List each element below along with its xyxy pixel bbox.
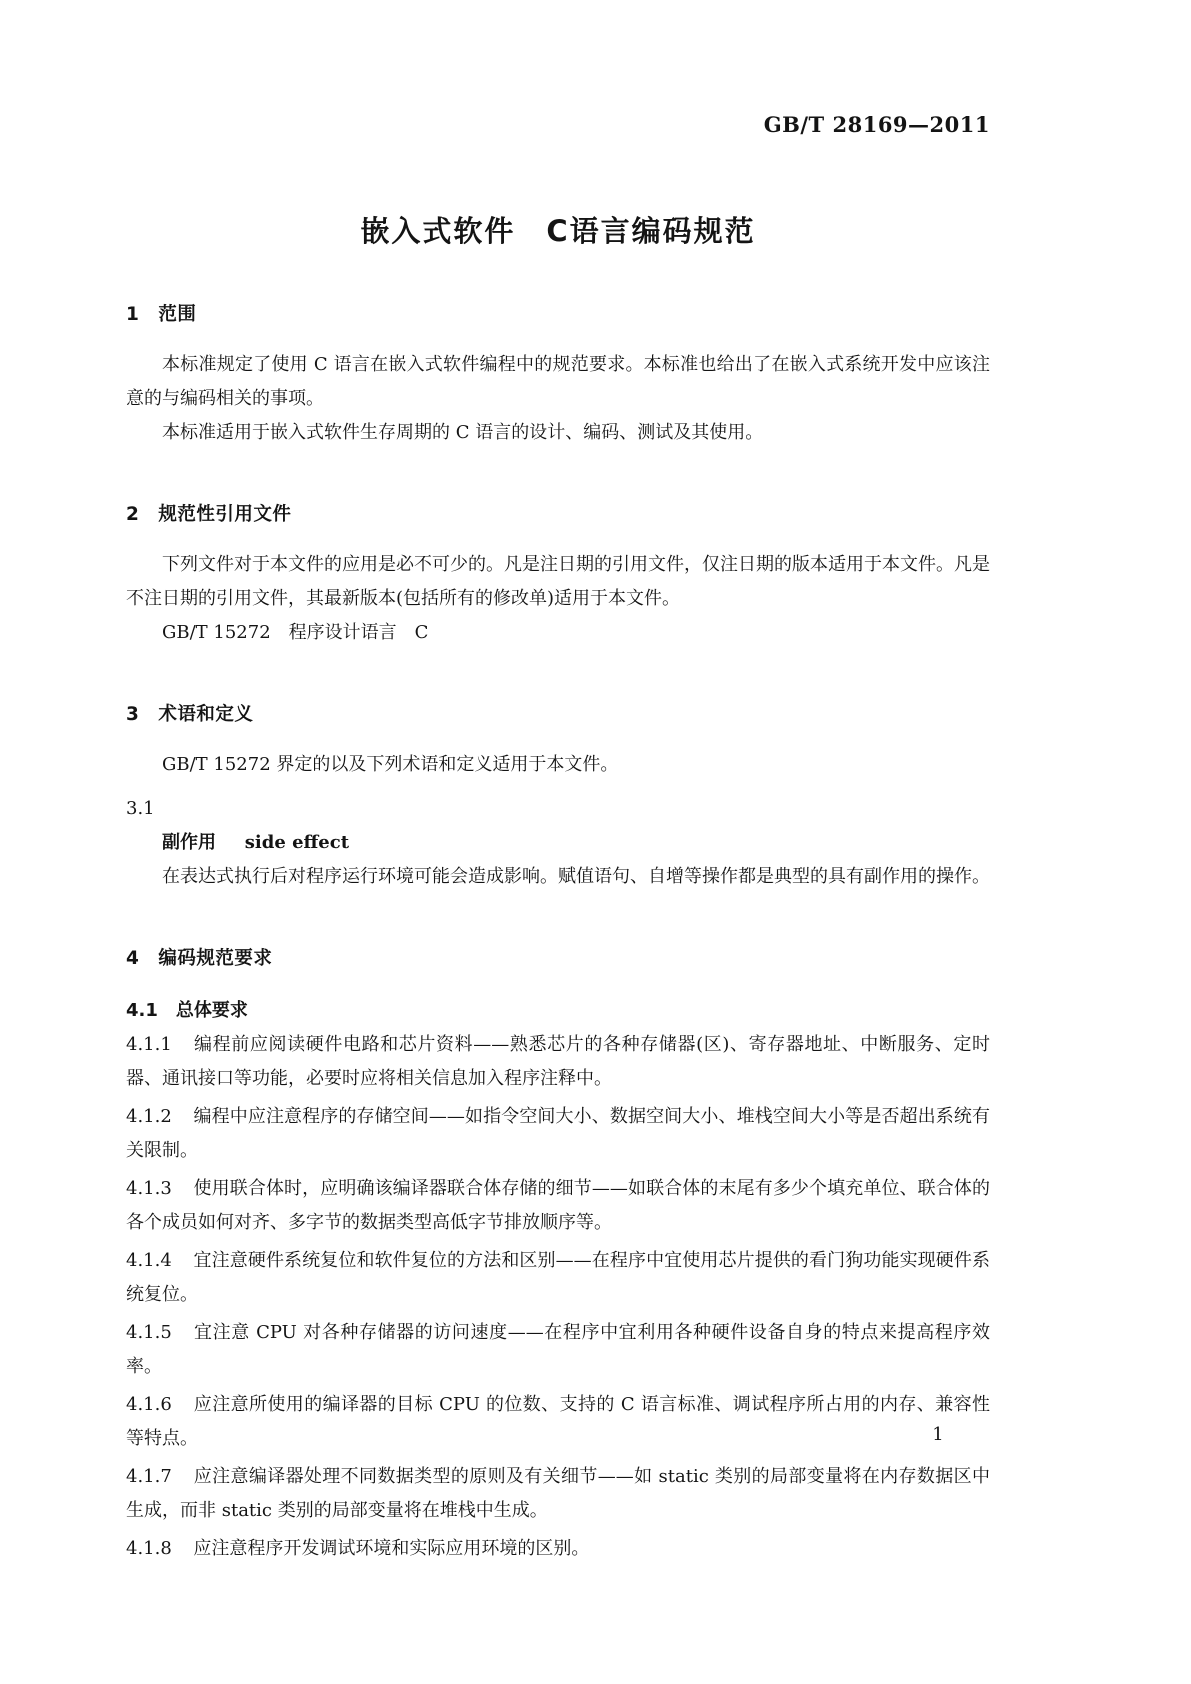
clause-text: 应注意所使用的编译器的目标 CPU 的位数、支持的 C 语言标准、调试程序所占用的内存、兼容性等特点。 <box>126 1394 990 1449</box>
section-normative-refs-heading: 2 规范性引用文件 <box>126 504 292 525</box>
clause-number: 4.1.2 <box>126 1106 172 1127</box>
clause-text: 宜注意 CPU 对各种存储器的访问速度——在程序中宜利用各种硬件设备自身的特点来提高程序效率。 <box>126 1322 990 1377</box>
clause-number: 4.1.6 <box>126 1394 172 1415</box>
clause-4-1-6 <box>126 1388 990 1456</box>
doc-number: GB/T 28169—2011 <box>763 112 990 137</box>
clause-text: 宜注意硬件系统复位和软件复位的方法和区别——在程序中宜使用芯片提供的看门狗功能实现硬件系统复位。 <box>126 1250 990 1305</box>
term-item-number: 3.1 <box>126 798 155 819</box>
scope-paragraph-1: 本标准规定了使用 C 语言在嵌入式软件编程中的规范要求。本标准也给出了在嵌入式系统开发中应该注意的与编码相关的事项。 <box>126 354 990 409</box>
clause-number: 4.1.4 <box>126 1250 172 1271</box>
clause-4-1-2 <box>126 1100 990 1168</box>
clause-text: 使用联合体时，应明确该编译器联合体存储的细节——如联合体的末尾有多少个填充单位、联合体的各个成员如何对齐、多字节的数据类型高低字节排放顺序等。 <box>126 1178 990 1233</box>
clause-4-1-8 <box>126 1532 990 1566</box>
term-line <box>126 826 990 860</box>
clause-text: 编程中应注意程序的存储空间——如指令空间大小、数据空间大小、堆栈空间大小等是否超出系统有关限制。 <box>126 1106 990 1161</box>
clause-4-1-4 <box>126 1244 990 1312</box>
term-name-cn: 副作用 <box>162 832 216 853</box>
clause-number: 4.1.8 <box>126 1538 172 1559</box>
term-name-en: side effect <box>244 832 350 853</box>
section-coding-heading: 4 编码规范要求 <box>126 948 273 969</box>
page-content <box>126 112 990 1566</box>
scope-paragraph-2: 本标准适用于嵌入式软件生存周期的 C 语言的设计、编码、测试及其使用。 <box>162 422 764 443</box>
clause-4-1-5 <box>126 1316 990 1384</box>
normative-refs-paragraph: 下列文件对于本文件的应用是必不可少的。凡是注日期的引用文件，仅注日期的版本适用于本文件。凡是不注日期的引用文件，其最新版本(包括所有的修改单)适用于本文件。 <box>126 554 990 609</box>
clause-number: 4.1.5 <box>126 1322 172 1343</box>
section-terms-heading: 3 术语和定义 <box>126 704 254 725</box>
section-scope-heading: 1 范围 <box>126 304 197 325</box>
clause-number: 4.1.1 <box>126 1034 172 1055</box>
clause-text: 编程前应阅读硬件电路和芯片资料——熟悉芯片的各种存储器(区)、寄存器地址、中断服务、定时器、通讯接口等功能，必要时应将相关信息加入程序注释中。 <box>126 1034 990 1089</box>
term-definition: 在表达式执行后对程序运行环境可能会造成影响。赋值语句、自增等操作都是典型的具有副作用的操作。 <box>162 866 990 887</box>
document-title: 嵌入式软件 C语言编码规范 <box>360 214 756 248</box>
clause-4-1-7 <box>126 1460 990 1528</box>
clause-text: 应注意编译器处理不同数据类型的原则及有关细节——如 static 类别的局部变量将在内存数据区中生成，而非 static 类别的局部变量将在堆栈中生成。 <box>126 1466 990 1521</box>
normative-refs-reference: GB/T 15272 程序设计语言 C <box>162 622 429 643</box>
clause-4-1-1 <box>126 1028 990 1096</box>
terms-intro-paragraph: GB/T 15272 界定的以及下列术语和定义适用于本文件。 <box>162 754 619 775</box>
subsection-general-heading: 4.1 总体要求 <box>126 1000 248 1021</box>
clause-text: 应注意程序开发调试环境和实际应用环境的区别。 <box>193 1538 590 1559</box>
clause-4-1-3 <box>126 1172 990 1240</box>
clause-number: 4.1.7 <box>126 1466 172 1487</box>
clause-number: 4.1.3 <box>126 1178 172 1199</box>
page-number: 1 <box>932 1424 944 1445</box>
